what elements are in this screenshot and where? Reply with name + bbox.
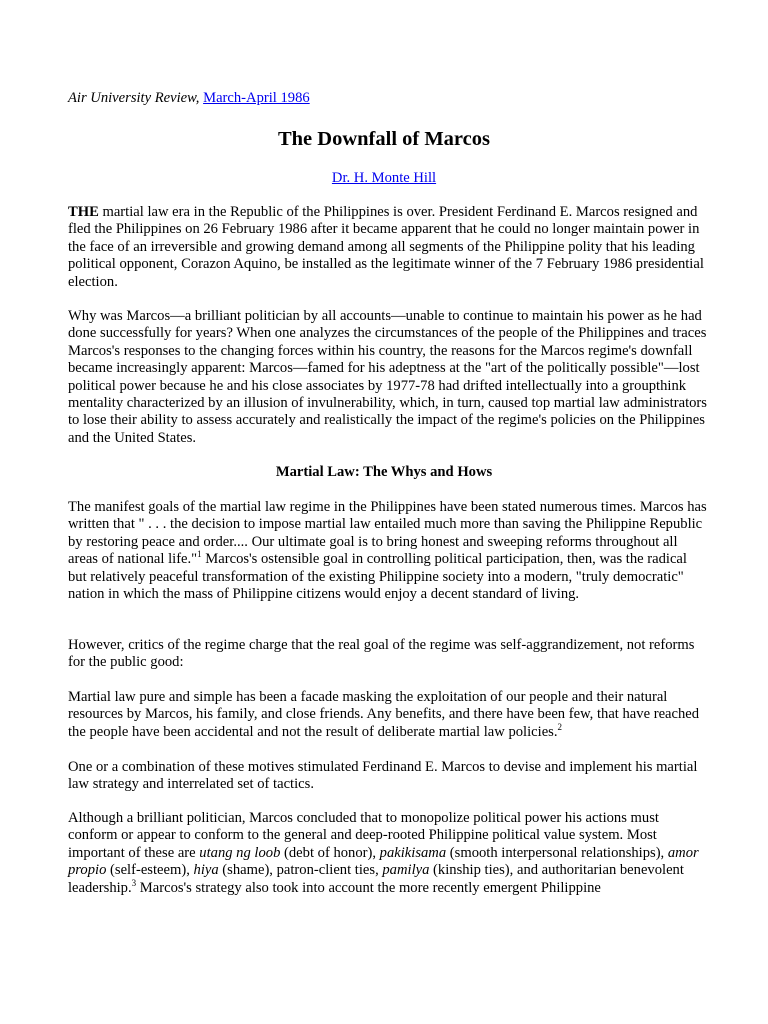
paragraph-6: One or a combination of these motives stimulated Ferdinand E. Marcos to devise and implement his martial law strategy and interrelated set of tactics.	[68, 759, 698, 793]
term-pamilya: pamilya	[382, 862, 430, 879]
journal-name: Air University Review,	[68, 90, 200, 106]
paragraph-4: However, critics of the regime charge that the real goal of the regime was self-aggrandizement, not reforms for the public good:	[68, 637, 695, 671]
term-amor-propio: amor propio	[68, 844, 699, 879]
footnote-ref-1[interactable]: 1	[197, 549, 202, 560]
footnote-ref-3[interactable]: 3	[131, 877, 137, 888]
paragraph-7-text-g: Marcos's strategy also took into account the more recently emergent Philippine	[136, 879, 601, 896]
paragraph-7-text-e: (shame), patron-client ties,	[218, 862, 383, 879]
author-link[interactable]: Dr. H. Monte Hill	[331, 170, 437, 186]
issue-link[interactable]: March-April 1986	[203, 90, 310, 106]
paragraph-3-text-b: Marcos's ostensible goal in controlling political participation, then, was the radical but relatively peaceful transformation of the existing Philippine society into a modern, "truly democratic" nation in which the mass of Philippine citizens would enjoy a decent standard of living.	[68, 551, 687, 603]
footnote-ref-2[interactable]: 2	[557, 721, 562, 732]
section-heading: Martial Law: The Whys and Hows	[275, 464, 493, 480]
paragraph-7-text-d: (self-esteem),	[106, 862, 194, 879]
term-hiya: hiya	[193, 862, 219, 879]
journal-citation	[68, 90, 708, 107]
paragraph-7-text-f: (kinship ties), and authoritarian benevolent leadership.	[68, 862, 684, 896]
article-title: The Downfall of Marcos	[277, 128, 490, 150]
author-line	[0, 170, 768, 187]
paragraph-2: Why was Marcos—a brilliant politician by all accounts—unable to continue to maintain his power as he had done successfully for years? When one analyzes the circumstances of the people of the Philippines and traces Marcos's responses to the changing forces within his country, the reasons for the Marcos regime's downfall became increasingly apparent: Marcos—famed for his adeptness at the "art of the politically possible"—lost political power because he and his close associates by 1977-78 had drifted intellectually into a groupthink mentality characterized by an illusion of invulnerability, which, in turn, caused top martial law administrators to lose their ability to assess accurately and realistically the impact of the regime's policies on the Philippines and the United States.	[68, 308, 707, 446]
paragraph-1-text: martial law era in the Republic of the Philippines is over. President Ferdinand E. Marcos resigned and fled the Philippines on 26 February 1986 after it became apparent that he could no longer maintain power in the face of an irreversible and growing demand among all segments of the Philippine polity that his leading political opponent, Corazon Aquino, be installed as the legitimate winner of the 7 February 1986 presidential election.	[68, 204, 704, 290]
block-quote-text: Martial law pure and simple has been a facade masking the exploitation of our people and their natural resources by Marcos, his family, and close friends. Any benefits, and there have been few, that have reached the people have been accidental and not the result of deliberate martial law policies.	[68, 689, 700, 740]
paragraph-1	[68, 204, 708, 291]
term-pakikisama: pakikisama	[379, 844, 447, 861]
paragraph-7-text-a: Although a brilliant politician, Marcos concluded that to monopolize political power his actions must conform or appear to conform to the general and deep-rooted Philippine political value system. Most important of these are	[68, 810, 659, 861]
term-utang-ng-loob: utang ng loob	[199, 844, 281, 861]
paragraph-7-text-c: (smooth interpersonal relationships),	[446, 844, 668, 861]
paragraph-7-text-b: (debt of honor),	[280, 844, 380, 861]
paragraph-7	[68, 810, 708, 897]
paragraph-3	[68, 499, 708, 603]
block-quote	[68, 689, 708, 741]
paragraph-3-text-a: The manifest goals of the martial law regime in the Philippines have been stated numerous times. Marcos has written that " . . . the decision to impose martial law entailed much more than saving the Philippine Republic by restoring peace and order.... Our ultimate goal is to bring honest and sweeping reforms throughout all areas of national life."	[68, 499, 707, 568]
drop-lead-word: THE	[68, 204, 99, 220]
